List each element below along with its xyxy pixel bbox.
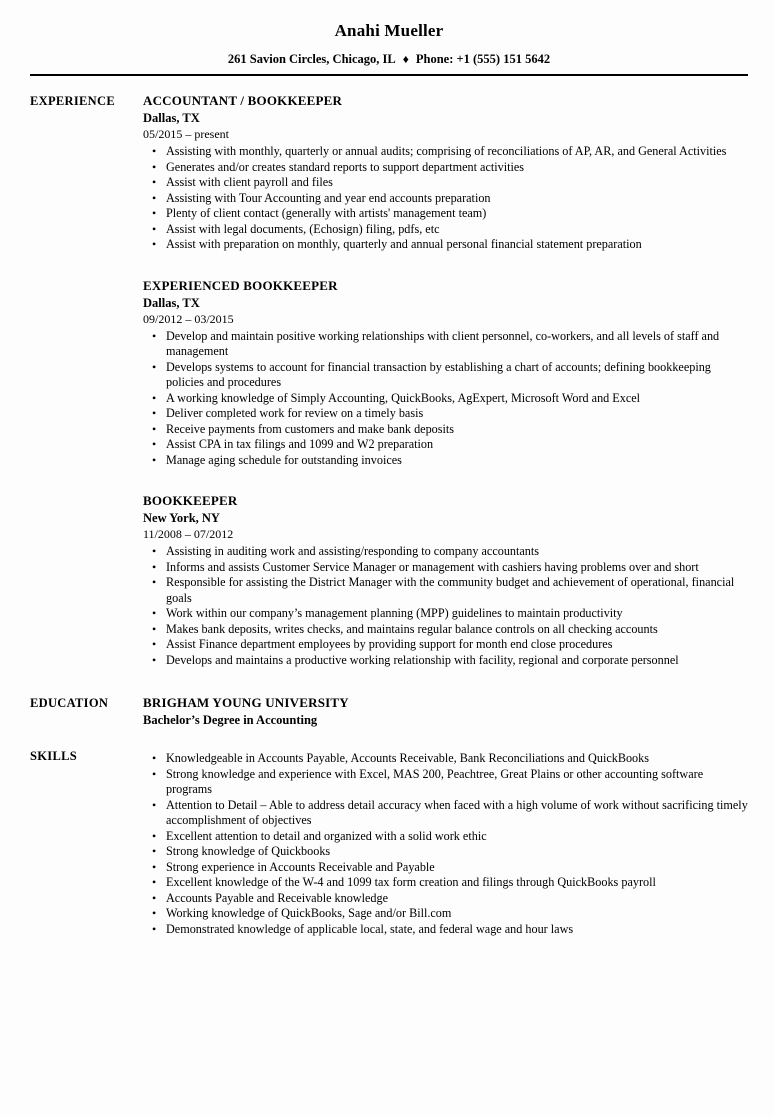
- address-text: 261 Savion Circles, Chicago, IL: [227, 52, 396, 66]
- experience-section: [30, 93, 748, 668]
- job-location: Dallas, TX: [143, 111, 200, 125]
- job-location: New York, NY: [143, 511, 220, 525]
- job-bullet-list: [152, 544, 748, 668]
- bullet-item: • Manage aging schedule for outstanding invoices: [152, 453, 748, 469]
- job-dates: 09/2012 – 03/2015: [143, 311, 234, 326]
- bullet-item: • Assisting with Tour Accounting and year end accounts preparation: [152, 191, 748, 207]
- bullet-item: • Strong knowledge of Quickbooks: [152, 844, 748, 860]
- bullet-item: • Work within our company’s management planning (MPP) guidelines to maintain productivity: [152, 606, 748, 622]
- job-dates: 11/2008 – 07/2012: [143, 527, 234, 541]
- job-bullet-list: [152, 329, 748, 469]
- job-entry-experienced-bookkeeper: [143, 278, 748, 469]
- bullet-item: • Excellent knowledge of the W-4 and 1099 tax form creation and filings through QuickBooks payroll: [152, 875, 748, 891]
- skills-section-label: SKILLS: [30, 749, 77, 763]
- job-entry-accountant-bookkeeper: [143, 93, 748, 253]
- bullet-item: • Demonstrated knowledge of applicable local, state, and federal wage and hour laws: [152, 922, 748, 938]
- education-section: [30, 695, 748, 728]
- header-divider: [30, 74, 748, 76]
- experience-content: [143, 93, 748, 668]
- bullet-item: • Informs and assists Customer Service Manager or management with cashiers having problems over and short: [152, 560, 748, 576]
- education-content: [143, 695, 748, 728]
- bullet-item: • Excellent attention to detail and organized with a solid work ethic: [152, 829, 748, 845]
- bullet-item: • Develops systems to account for financial transaction by establishing a chart of accounts; defining bookkeeping policies and procedures: [152, 360, 748, 391]
- job-title: ACCOUNTANT / BOOKKEEPER: [143, 93, 343, 108]
- job-dates: 05/2015 – present: [143, 127, 229, 141]
- job-entry-bookkeeper: [143, 493, 748, 668]
- job-title: BOOKKEEPER: [143, 493, 238, 508]
- bullet-item: • Develop and maintain positive working relationships with client personnel, co-workers, and all levels of staff and management: [152, 329, 748, 360]
- bullet-item: • Assist Finance department employees by providing support for month end close procedures: [152, 637, 748, 653]
- bullet-item: • Assisting in auditing work and assisting/responding to company accountants: [152, 544, 748, 560]
- bullet-item: • Strong experience in Accounts Receivable and Payable: [152, 860, 748, 876]
- bullet-item: • Makes bank deposits, writes checks, and maintains regular balance controls on all checking accounts: [152, 622, 748, 638]
- bullet-item: • Generates and/or creates standard reports to support department activities: [152, 160, 748, 176]
- candidate-name: Anahi Mueller: [334, 21, 444, 40]
- school-name: BRIGHAM YOUNG UNIVERSITY: [143, 695, 349, 710]
- job-location: Dallas, TX: [143, 295, 200, 310]
- skills-bullet-list: [152, 751, 748, 937]
- bullet-item: • Knowledgeable in Accounts Payable, Accounts Receivable, Bank Reconciliations and QuickBooks: [152, 751, 748, 767]
- job-bullet-list: [152, 144, 748, 253]
- bullet-item: • Deliver completed work for review on a timely basis: [152, 406, 748, 422]
- bullet-item: • Accounts Payable and Receivable knowledge: [152, 891, 748, 907]
- bullet-item: • Responsible for assisting the District Manager with the community budget and achievement of operational, financial goals: [152, 575, 748, 606]
- bullet-item: • Strong knowledge and experience with Excel, MAS 200, Peachtree, Great Plains or other accounting software programs: [152, 767, 748, 798]
- bullet-item: • Assist with preparation on monthly, quarterly and annual personal financial statement preparation: [152, 237, 748, 253]
- bullet-item: • Attention to Detail – Able to address detail accuracy when faced with a high volume of work without sacrificing timely accomplishment of objectives: [152, 798, 748, 829]
- resume-header: [30, 21, 748, 76]
- contact-line: [30, 52, 748, 67]
- bullet-item: • Assist CPA in tax filings and 1099 and W2 preparation: [152, 437, 748, 453]
- skills-section: [30, 748, 748, 937]
- diamond-icon: ♦: [402, 52, 409, 66]
- bullet-item: • Assist with legal documents, (Echosign) filing, pdfs, etc: [152, 222, 748, 238]
- degree-name: Bachelor’s Degree in Accounting: [143, 713, 318, 727]
- bullet-item: • Working knowledge of QuickBooks, Sage and/or Bill.com: [152, 906, 748, 922]
- bullet-item: • Develops and maintains a productive working relationship with facility, regional and corporate personnel: [152, 653, 748, 669]
- bullet-item: • Plenty of client contact (generally with artists' management team): [152, 206, 748, 222]
- bullet-item: • Assisting with monthly, quarterly or annual audits; comprising of reconciliations of AP, AR, and General Activities: [152, 144, 748, 160]
- phone-text: Phone: +1 (555) 151 5642: [415, 52, 551, 66]
- bullet-item: • Assist with client payroll and files: [152, 175, 748, 191]
- skills-content: [143, 748, 748, 937]
- bullet-item: • A working knowledge of Simply Accounting, QuickBooks, AgExpert, Microsoft Word and Excel: [152, 391, 748, 407]
- bullet-item: • Receive payments from customers and make bank deposits: [152, 422, 748, 438]
- education-section-label: EDUCATION: [30, 696, 109, 710]
- job-title: EXPERIENCED BOOKKEEPER: [143, 277, 338, 293]
- experience-section-label: EXPERIENCE: [30, 94, 115, 108]
